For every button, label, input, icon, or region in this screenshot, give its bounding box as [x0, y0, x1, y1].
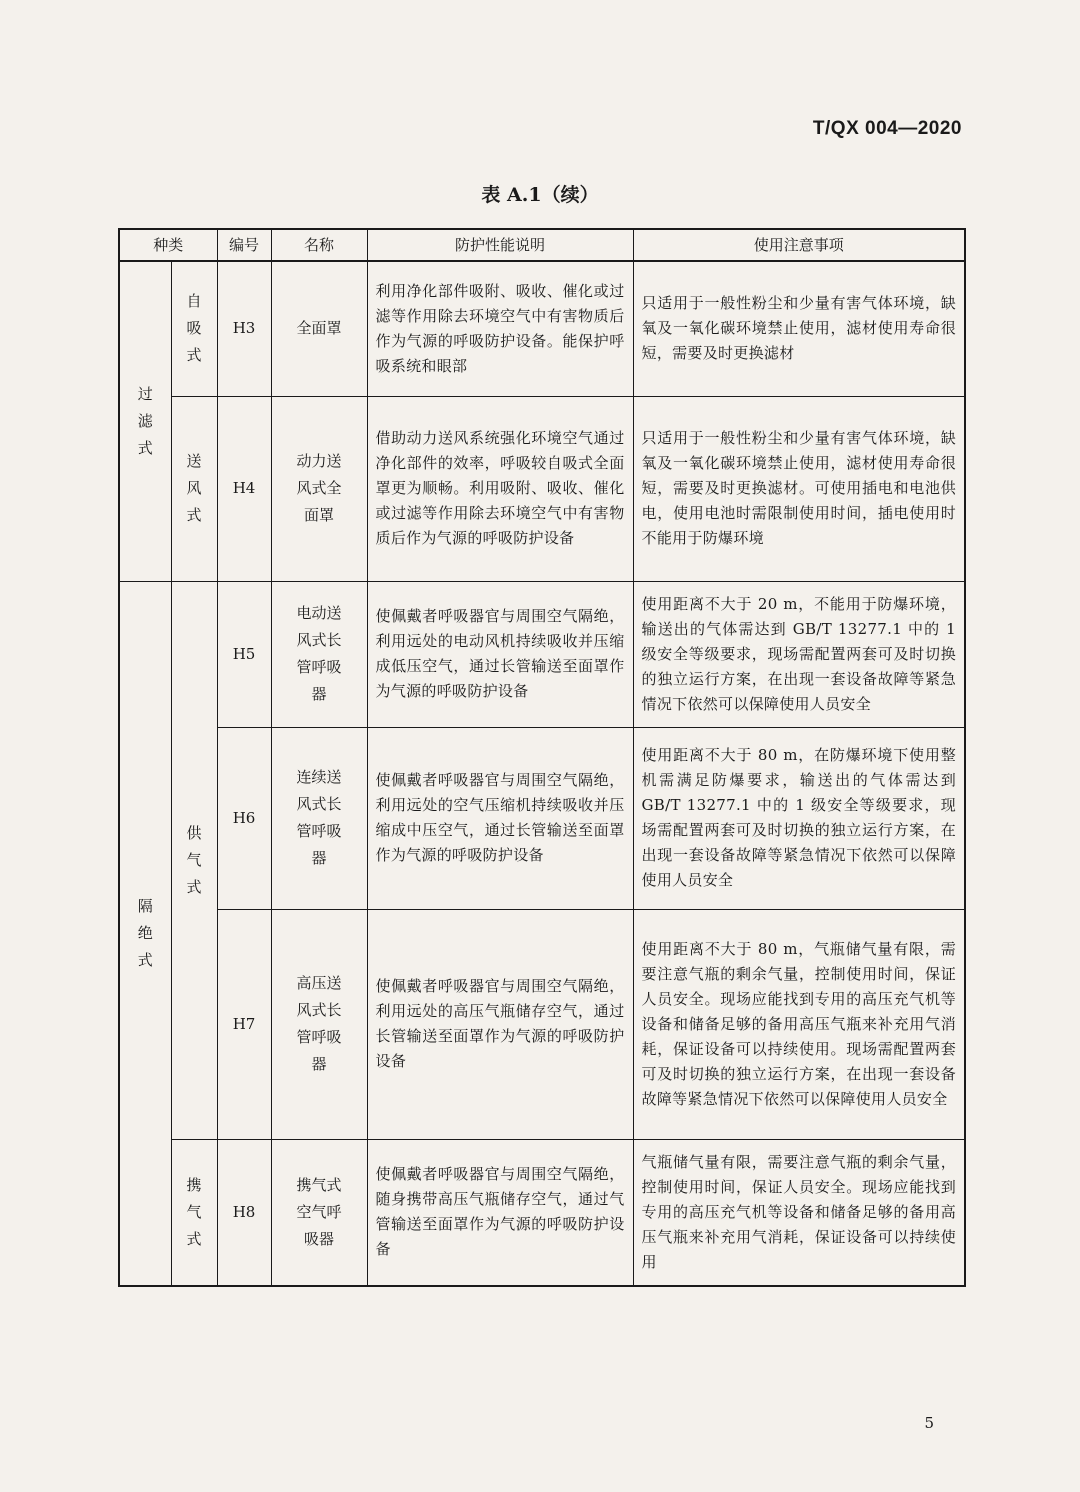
standard-number: T/QX 004—2020: [812, 118, 962, 139]
notes-cell: 使用距离不大于 80 m，气瓶储气量有限，需要注意气瓶的剩余气量，控制使用时间，保证人员安全。现场应能找到专用的高压充气机等设备和储备足够的备用高压气瓶来补充用气消耗，保证设备可以持续使用。现场需配置两套可及时切换的独立运行方案，在出现一套设备故障等紧急情况下依然可以保障使用人员安全: [633, 909, 965, 1139]
table-header-row: [119, 229, 965, 261]
code-cell: H5: [217, 581, 271, 727]
subgroup-label: 自吸式: [186, 292, 202, 365]
header-code: 编号: [217, 229, 271, 261]
subgroup-label: 送风式: [186, 452, 202, 524]
description-cell: 使佩戴者呼吸器官与周围空气隔绝，随身携带高压气瓶储存空气，通过气管输送至面罩作为气源的呼吸防护设备: [367, 1139, 633, 1286]
name-text: 动力送风式全面罩: [296, 452, 342, 524]
code-cell: H8: [217, 1139, 271, 1286]
notes-cell: 使用距离不大于 20 m，不能用于防爆环境，输送出的气体需达到 GB/T 13277.1 中的 1 级安全等级要求，现场需配置两套可及时切换的独立运行方案，在出现一套设备故障等紧急情况下依然可以保障使用人员安全: [633, 581, 965, 727]
description-cell: 使佩戴者呼吸器官与周围空气隔绝，利用远处的空气压缩机持续吸收并压缩成中压空气，通过长管输送至面罩作为气源的呼吸防护设备: [367, 727, 633, 909]
subgroup-cell: [171, 1139, 217, 1286]
header-description: 防护性能说明: [367, 229, 633, 261]
notes-cell: 使用距离不大于 80 m，在防爆环境下使用整机需满足防爆要求，输送出的气体需达到 GB/T 13277.1 中的 1 级安全等级要求，现场需配置两套可及时切换的独立运行方案，在出现一套设备故障等紧急情况下依然可以保障使用人员安全: [633, 727, 965, 909]
description-cell: 利用净化部件吸附、吸收、催化或过滤等作用除去环境空气中有害物质后作为气源的呼吸防护设备。能保护呼吸系统和眼部: [367, 261, 633, 396]
subgroup-cell: [171, 581, 217, 1139]
name-text: 高压送风式长管呼吸器: [296, 974, 342, 1073]
name-cell: [271, 909, 367, 1139]
table-row: [119, 396, 965, 581]
notes-cell: 只适用于一般性粉尘和少量有害气体环境，缺氧及一氧化碳环境禁止使用，滤材使用寿命很短，需要及时更换滤材。可使用插电和电池供电，使用电池时需限制使用时间，插电使用时不能用于防爆环境: [633, 396, 965, 581]
subgroup-cell: [171, 396, 217, 581]
notes-cell: 气瓶储气量有限，需要注意气瓶的剩余气量，控制使用时间，保证人员安全。现场应能找到专用的高压充气机等设备和储备足够的备用高压气瓶来补充用气消耗，保证设备可以持续使用: [633, 1139, 965, 1286]
table-row: [119, 261, 965, 396]
group-cell: [119, 261, 171, 581]
code-cell: H3: [217, 261, 271, 396]
name-cell: 全面罩: [271, 261, 367, 396]
notes-cell: 只适用于一般性粉尘和少量有害气体环境，缺氧及一氧化碳环境禁止使用，滤材使用寿命很短，需要及时更换滤材: [633, 261, 965, 396]
name-cell: [271, 581, 367, 727]
name-cell: [271, 1139, 367, 1286]
code-cell: H7: [217, 909, 271, 1139]
table-row: [119, 727, 965, 909]
name-cell: [271, 727, 367, 909]
subgroup-cell: [171, 261, 217, 396]
code-cell: H4: [217, 396, 271, 581]
header-notes: 使用注意事项: [633, 229, 965, 261]
table-row: [119, 1139, 965, 1286]
header-name: 名称: [271, 229, 367, 261]
code-cell: H6: [217, 727, 271, 909]
table-row: [119, 909, 965, 1139]
subgroup-label: 供气式: [186, 823, 202, 896]
respirator-table: [118, 228, 966, 1287]
description-cell: 借助动力送风系统强化环境空气通过净化部件的效率，呼吸较自吸式全面罩更为顺畅。利用吸附、吸收、催化或过滤等作用除去环境空气中有害物质后作为气源的呼吸防护设备: [367, 396, 633, 581]
name-text: 携气式空气呼吸器: [296, 1175, 342, 1248]
header-category: 种类: [119, 229, 217, 261]
description-cell: 使佩戴者呼吸器官与周围空气隔绝，利用远处的高压气瓶储存空气，通过长管输送至面罩作为气源的呼吸防护设备: [367, 909, 633, 1139]
table-row: [119, 581, 965, 727]
subgroup-label: 携气式: [186, 1175, 202, 1248]
group-label: 隔绝式: [137, 896, 153, 969]
group-cell: [119, 581, 171, 1286]
name-text: 电动送风式长管呼吸器: [296, 604, 342, 703]
group-label: 过滤式: [137, 384, 153, 457]
page-number: 5: [924, 1414, 934, 1432]
description-cell: 使佩戴者呼吸器官与周围空气隔绝，利用远处的电动风机持续吸收并压缩成低压空气，通过长管输送至面罩作为气源的呼吸防护设备: [367, 581, 633, 727]
table-title: 表 A.1（续）: [481, 184, 599, 206]
name-text: 连续送风式长管呼吸器: [296, 768, 342, 867]
name-cell: [271, 396, 367, 581]
